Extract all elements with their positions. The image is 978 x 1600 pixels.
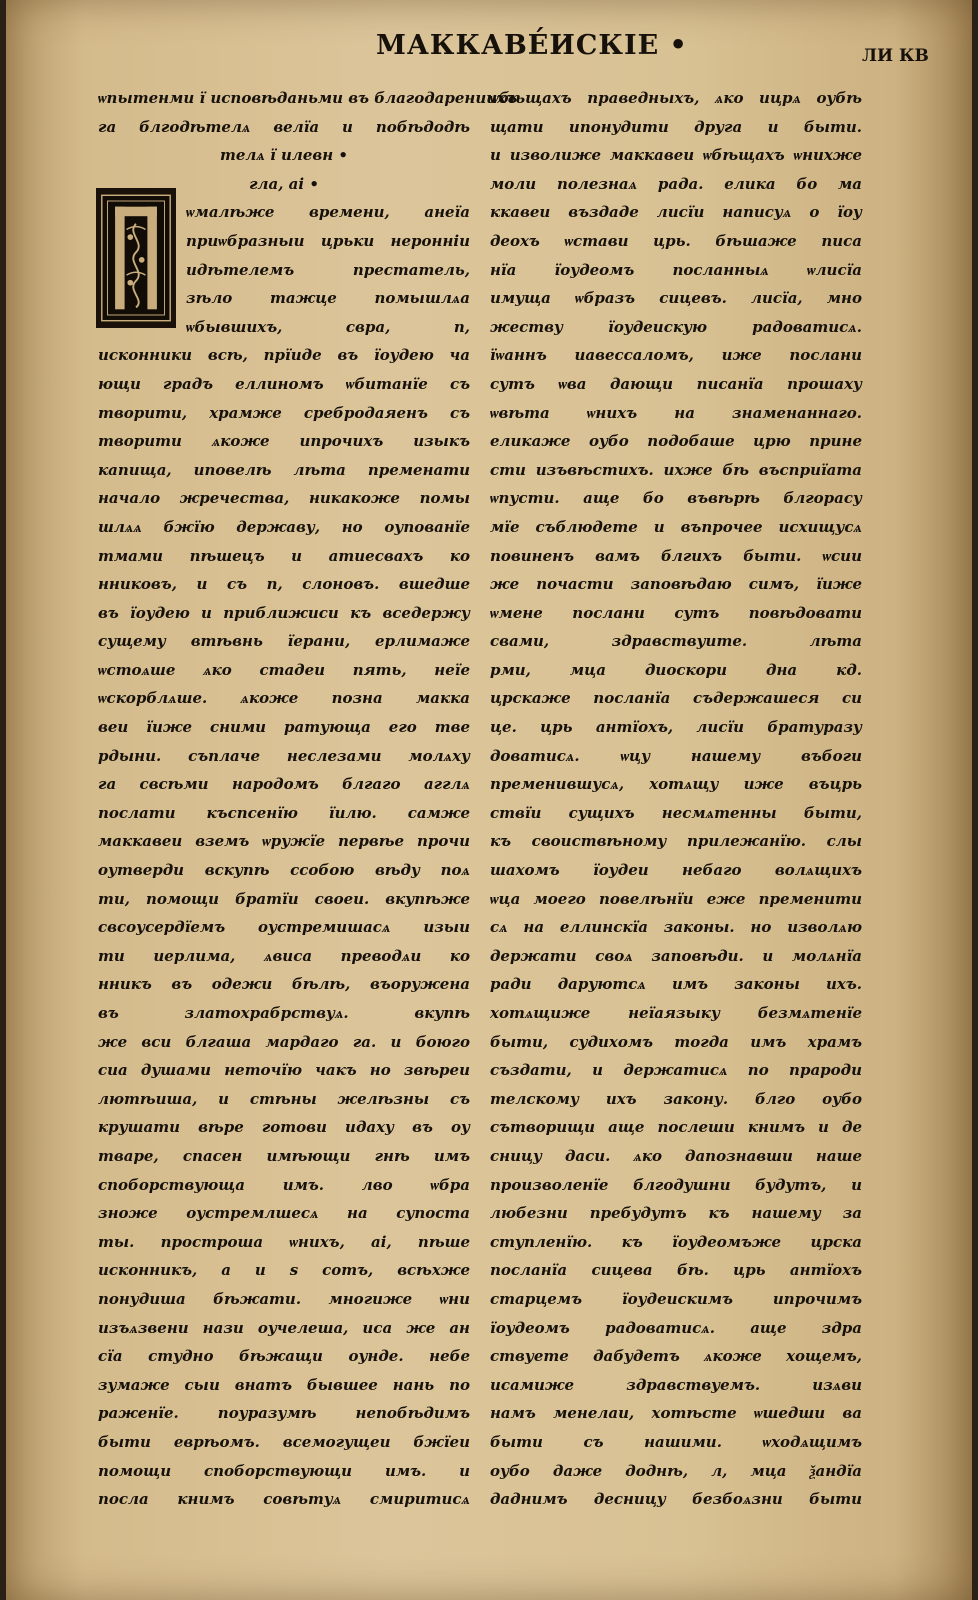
text-line: нїа їоудеомъ посланныѧ ѡлисїа: [490, 260, 862, 279]
text-line: ступленїю. къ їоудеомъже црска: [490, 1232, 862, 1251]
text-line: ѡбѣщахъ праведныхъ, ѧко ицрѧ оубѣ: [490, 89, 862, 107]
text-line: тваре, спасен имѣющи гнѣ имъ: [98, 1146, 470, 1165]
text-line: повиненъ вамъ блгихъ быти. ѡсии: [490, 546, 862, 565]
folio-number: ЛИ КВ: [862, 46, 929, 66]
text-line: рми, мца диоскори дна кд.: [490, 660, 862, 679]
text-line: доватисѧ. ѡцу нашему въбоги: [490, 746, 862, 765]
text-line: зноже оустремлшесѧ на супоста: [98, 1204, 470, 1223]
text-line: свами, здравствуите. лѣта: [490, 632, 862, 651]
text-line: сутъ ѡва дающи писанїа прошаху: [490, 374, 862, 393]
text-line: въ їоудею и приближиси къ вседержу: [98, 603, 470, 622]
text-line: сницу даси. ѧко дапознавши наше: [490, 1146, 862, 1165]
text-line: къ своиствѣному прилежанїю. слы: [490, 832, 862, 851]
text-line: телскому ихъ закону. блго оубо: [490, 1089, 862, 1108]
text-line: послати къспсенїю їилю. самже: [98, 803, 470, 822]
text-line: еликаже оубо подобаше црю прине: [490, 432, 862, 451]
text-line: ѡпытенми ї исповѣданьми въ благодарениихъ: [98, 89, 518, 107]
text-line: ти, помощи братїи своеи. вкупѣже: [98, 889, 470, 908]
text-line: ѡбывшихъ, свра, п,: [186, 317, 470, 336]
text-line: сїа студно бѣжащи оунде. небе: [98, 1347, 470, 1366]
text-line: їоудеомъ радоватисѧ. аще здра: [490, 1318, 862, 1337]
text-line: быти съ нашими. ѡходѧщимъ: [490, 1432, 862, 1451]
text-line: споборствующа имъ. лво ѡбра: [98, 1175, 470, 1194]
decorated-initial-letter-image: [96, 188, 176, 328]
text-line: творити, храмже сребродаяенъ съ: [98, 403, 470, 422]
ornamental-initial-icon: [98, 190, 174, 326]
text-line: понудиша бѣжати. многиже ѡни: [98, 1289, 470, 1308]
text-line: га свсѣми народомъ блгаго агглѧ: [98, 775, 470, 794]
text-line: сти изъвѣстихъ. ихже бѣ въсприїата: [490, 460, 862, 479]
text-line: їѡаннъ иавессаломъ, иже послани: [490, 346, 862, 365]
text-line: посланїа сицева бѣ. црь антїохъ: [490, 1261, 862, 1280]
text-line: ѡца моего повелѣнїи еже пременити: [490, 889, 862, 908]
text-line: нникъ въ одежи бѣлѣ, въоружена: [98, 975, 470, 994]
text-line: тмами пѣшецъ и атиесвахъ ко: [98, 546, 470, 565]
text-line: жеству їоудеискую радоватисѧ.: [490, 317, 862, 336]
text-line: ствуете дабудетъ ѧкоже хощемъ,: [490, 1347, 862, 1366]
text-line: и изволиже маккавеи ѡбѣщахъ ѡнихже: [490, 146, 862, 165]
text-line: ѡстоѧше ѧко стадеи пять, неїе: [98, 660, 470, 679]
text-line: га блгодѣтелѧ велїа и побѣдодѣ: [98, 117, 470, 136]
text-line: създати, и держатисѧ по прароди: [490, 1061, 862, 1080]
text-line: приѡбразныи црьки неронніи: [186, 231, 470, 250]
text-line: моли полезнаѧ рада. елика бо ма: [490, 174, 862, 193]
text-line: це. црь антїохъ, лисїи братуразу: [490, 718, 862, 737]
text-line: оутверди вскупѣ ссобою вѣду поѧ: [98, 861, 470, 880]
text-line: мїе съблюдете и въпрочее исхищусѧ: [490, 517, 862, 536]
text-line: изъѧзвени нази оучелеша, иса же ан: [98, 1318, 470, 1337]
text-line: ты. простроша ѡнихъ, аі, пѣше: [98, 1232, 470, 1251]
text-line: оубо даже доднѣ, л, мца ѯандїа: [490, 1461, 862, 1480]
text-line: шахомъ їоудеи небаго волѧщихъ: [490, 861, 862, 880]
running-title: МАККАВЕ́ИСКІЕ •: [376, 30, 688, 61]
text-line: даднимъ десницу безбоѧзни быти: [490, 1490, 862, 1509]
text-line: црскаже посланїа съдержашеся си: [490, 689, 862, 708]
text-line: ѡпусти. аще бо въвѣрѣ блгорасу: [490, 489, 862, 508]
text-line: исконникъ, а и ѕ сотъ, всѣхже: [98, 1261, 470, 1280]
text-line: телѧ ї илевн •: [219, 146, 349, 165]
text-line: быти, судихомъ тогда имъ храмъ: [490, 1032, 862, 1051]
text-line: ѡмене послани сутъ повѣдовати: [490, 603, 862, 622]
text-line: творити ѧкоже ипрочихъ изыкъ: [98, 432, 470, 451]
text-line: посла книмъ совѣтуѧ смиритисѧ: [98, 1490, 470, 1509]
text-line: гла, аі •: [249, 174, 319, 193]
text-line: хотѧщиже неїаязыку безмѧтенїе: [490, 1004, 862, 1022]
text-line: помощи споборствующи имъ. и: [98, 1461, 470, 1480]
text-line: шлѧѧ бжїю державу, но оупованїе: [98, 517, 470, 536]
text-line: маккавеи вземъ ѡружїе первѣе прочи: [98, 832, 470, 851]
text-line: раженїе. поуразумѣ непобѣдимъ: [98, 1404, 470, 1423]
text-line: быти еврѣомъ. всемогущеи бжїеи: [98, 1432, 470, 1451]
text-line: же вси блгаша мардаго га. и боюго: [98, 1032, 470, 1051]
text-line: сѧ на еллинскїа законы. но изволѧю: [490, 918, 862, 937]
text-line: деохъ ѡстави црь. бѣшаже писа: [490, 231, 862, 250]
text-line: ѡвѣта ѡнихъ на знаменаннаго.: [490, 403, 862, 422]
text-line: исконники всѣ, прїиде въ їоудею ча: [98, 346, 470, 365]
text-line: старцемъ їоудеискимъ ипрочимъ: [490, 1289, 862, 1308]
text-line: ради даруютсѧ имъ законы ихъ.: [490, 975, 862, 994]
text-line: рдыни. съплаче неслезами молѧху: [98, 746, 470, 765]
text-line: ющи градъ еллиномъ ѡбитанїе съ: [98, 374, 470, 393]
text-line: держати своѧ заповѣди. и молѧнїа: [490, 946, 862, 965]
text-line: произволенїе блгодушни будутъ, и: [490, 1175, 862, 1194]
text-line: исамиже здравствуемъ. изѧви: [490, 1375, 862, 1394]
right-column: [490, 84, 862, 1584]
text-line: въ златохрабрствуѧ. вкупѣ: [98, 1004, 470, 1022]
text-line: лютѣиша, и стѣны желѣзны съ: [98, 1089, 470, 1108]
text-line: намъ менелаи, хотѣсте ѡшедши ва: [490, 1404, 862, 1423]
text-line: веи їиже сними ратующа его тве: [98, 718, 470, 737]
text-line: начало жречества, никакоже помы: [98, 489, 470, 508]
text-line: сътворищи аще послеши книмъ и де: [490, 1118, 862, 1137]
text-line: идѣтелемъ престатель,: [186, 260, 470, 279]
text-line: ти иерлима, ѧвиса преводѧи ко: [98, 946, 470, 965]
text-line: нниковъ, и съ п, слоновъ. вшедше: [98, 575, 470, 594]
text-line: любезни пребудутъ къ нашему за: [490, 1204, 862, 1223]
text-line: капища, иповелѣ лѣта пременати: [98, 460, 470, 479]
text-line: крушати вѣре готови идаху въ оу: [98, 1118, 470, 1137]
text-line: сущему втѣвнь їерани, ерлимаже: [98, 632, 470, 651]
text-line: ѡмалѣже времени, анеїа: [186, 203, 470, 222]
text-line: пременившусѧ, хотѧщу иже въцрь: [490, 775, 862, 794]
text-line: свсоусердїемъ оустремишасѧ изыи: [98, 918, 470, 937]
text-line: ккавеи въздаде лисїи написуѧ о їоу: [490, 203, 862, 222]
text-line: щати ипонудити друга и быти.: [490, 117, 862, 136]
text-line: же почасти заповѣдаю симъ, їиже: [490, 575, 862, 594]
text-line: сиа душами неточїю чакъ но звѣреи: [98, 1061, 470, 1080]
text-line: зумаже сыи внатъ бывшее нань по: [98, 1375, 470, 1394]
text-line: ѡскорблѧше. ѧкоже позна макка: [98, 689, 470, 708]
text-line: ствїи сущихъ несмѧтенны быти,: [490, 803, 862, 822]
text-line: зѣло тажце помышлѧа: [186, 289, 470, 308]
text-line: имуща ѡбразъ сицевъ. лисїа, мно: [490, 289, 862, 308]
